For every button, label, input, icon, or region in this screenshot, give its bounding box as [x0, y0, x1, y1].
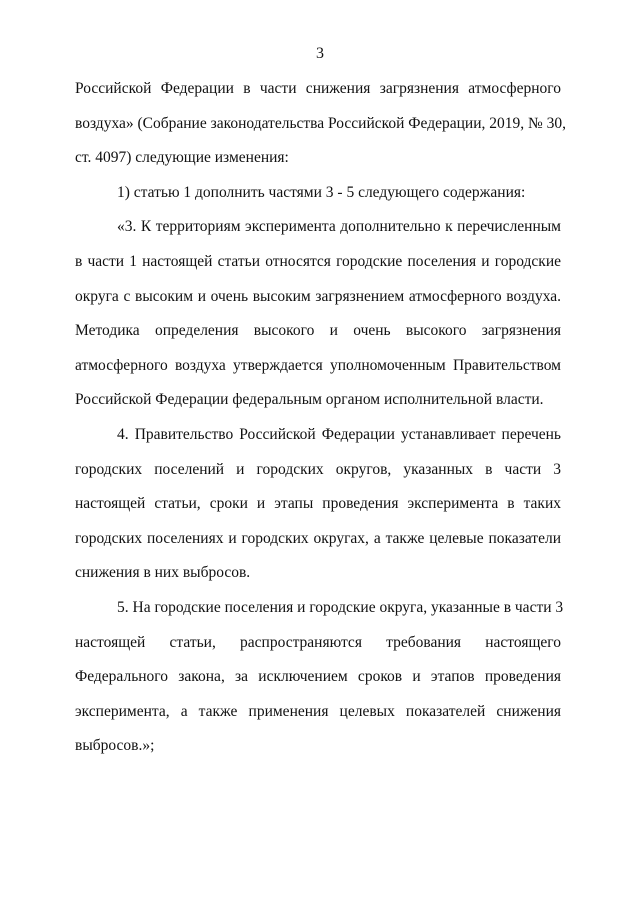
- text-line: воздуха» (Собрание законодательства Российской Федерации, 2019, № 30,: [75, 114, 567, 132]
- text-line: ст. 4097) следующие изменения:: [75, 149, 289, 167]
- text-line: городских поселений и городских округов, указанных в части 3: [75, 460, 561, 478]
- paragraph-part-3: [75, 216, 561, 424]
- paragraph-part-5: [75, 597, 564, 770]
- text-line: снижения в них выбросов.: [75, 564, 251, 582]
- text-line: 4. Правительство Российской Федерации устанавливает перечень: [117, 425, 561, 443]
- text-line: «3. К территориям эксперимента дополнительно к перечисленным: [117, 218, 561, 236]
- text-line: выбросов.»;: [75, 737, 155, 755]
- text-line: Российской Федерации в части снижения загрязнения атмосферного: [75, 80, 561, 97]
- text-line: Федерального закона, за исключением сроков и этапов проведения: [75, 668, 561, 686]
- text-line: эксперимента, а также применения целевых показателей снижения: [75, 702, 561, 720]
- document-body: [75, 78, 567, 770]
- text-line: округа с высоким и очень высоким загрязнением атмосферного воздуха.: [75, 287, 561, 305]
- text-line: городских поселениях и городских округах, а также целевые показатели: [75, 529, 561, 547]
- text-line: настоящей статьи, распространяются требования настоящего: [75, 633, 561, 651]
- text-line: в части 1 настоящей статьи относятся городские поселения и городские: [75, 252, 561, 270]
- text-line: 1) статью 1 дополнить частями 3 - 5 следующего содержания:: [117, 183, 526, 201]
- text-line: Методика определения высокого и очень высокого загрязнения: [75, 322, 561, 340]
- paragraph-continuation: [75, 78, 567, 182]
- paragraph-part-4: [75, 424, 561, 597]
- text-line: атмосферного воздуха утверждается уполномоченным Правительством: [75, 356, 561, 374]
- text-line: 5. На городские поселения и городские округа, указанные в части 3: [117, 598, 564, 616]
- paragraph-amendment-intro: [75, 182, 561, 217]
- text-line: Российской Федерации федеральным органом исполнительной власти.: [75, 391, 544, 409]
- text-line: настоящей статьи, сроки и этапы проведения эксперимента в таких: [75, 495, 561, 513]
- page-number: 3: [316, 45, 324, 62]
